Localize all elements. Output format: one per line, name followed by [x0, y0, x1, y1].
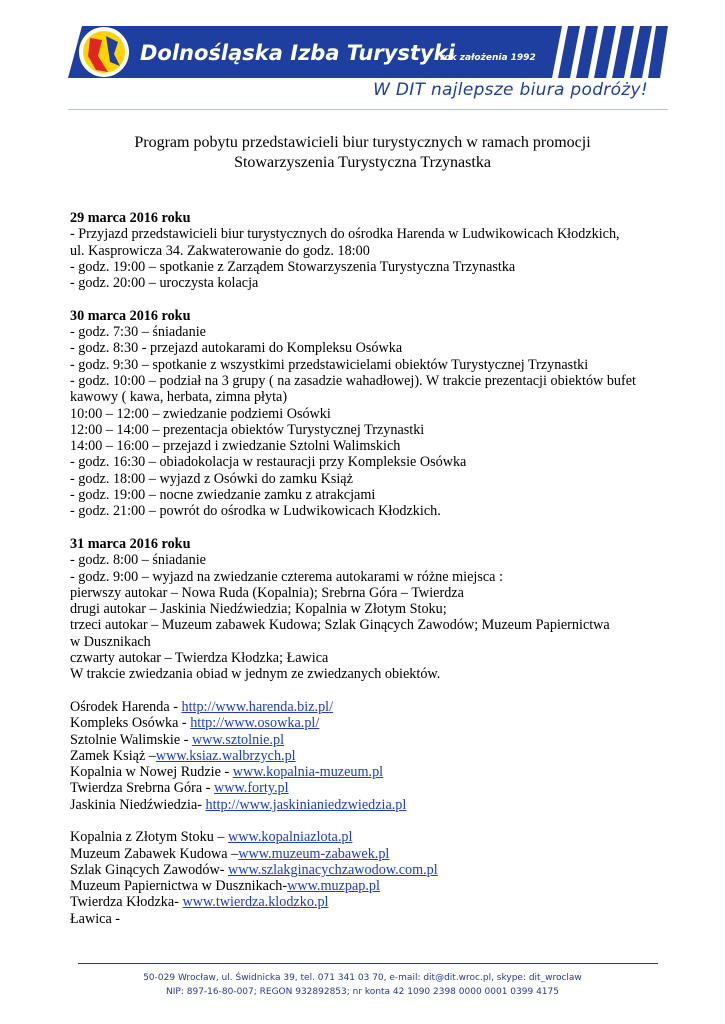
header-divider — [68, 109, 668, 110]
link-label: Kopalnia w Nowej Rudzie - — [70, 764, 233, 781]
page-title-line-1: Program pobytu przedstawicieli biur turystycznych w ramach promocji — [134, 134, 591, 151]
links-list — [70, 699, 670, 813]
spacer — [70, 520, 670, 536]
schedule-line: - godz. 19:00 – nocne zwiedzanie zamku z atrakcjami — [70, 487, 376, 504]
schedule-line: - godz. 18:00 – wyjazd z Osówki do zamku Książ — [70, 470, 353, 487]
link-label: Muzeum Papiernictwa w Dusznikach- — [70, 878, 288, 895]
schedule-line: 12:00 – 14:00 – prezentacja obiektów Turystycznej Trzynastki — [70, 421, 425, 438]
link-label: Sztolnie Walimskie - — [70, 731, 192, 748]
schedule-line: 14:00 – 16:00 – przejazd i zwiedzanie Sztolni Walimskich — [70, 438, 401, 455]
link-label: Twierdza Kłodzka- — [70, 894, 183, 911]
schedule-line: 10:00 – 12:00 – zwiedzanie podziemi Osówki — [70, 405, 331, 422]
banner-stripe — [558, 26, 580, 78]
footer-address: 50-029 Wrocław, ul. Świdnicka 39, tel. 071 341 03 70, e-mail: dit@dit.wroc.pl, skype: dit_wroclaw — [143, 973, 582, 983]
link-row — [70, 797, 670, 813]
website-link[interactable]: www.ksiaz.walbrzych.pl — [155, 747, 296, 764]
link-label: Twierdza Srebrna Góra - — [70, 780, 214, 797]
schedule-line: - godz. 20:00 – uroczysta kolacja — [70, 275, 259, 292]
schedule-line: ul. Kasprowicza 34. Zakwaterowanie do godz. 18:00 — [70, 242, 370, 259]
schedule-line: drugi autokar – Jaskinia Niedźwiedzia; Kopalnia w Złotym Stoku; — [70, 601, 447, 618]
schedule-line: w Dusznikach — [70, 633, 151, 650]
banner-stripe — [630, 26, 652, 78]
link-row — [70, 715, 670, 731]
day-schedule — [70, 226, 670, 291]
link-label: Ośrodek Harenda - — [70, 698, 182, 715]
link-row — [70, 764, 670, 780]
link-label: Ławica - — [70, 910, 121, 927]
spacer — [70, 291, 670, 307]
day-schedule — [70, 552, 670, 682]
founded-note: rok założenia 1992 — [440, 53, 536, 63]
website-link[interactable]: www.sztolnie.pl — [191, 731, 285, 748]
link-row — [70, 878, 670, 894]
spacer — [70, 813, 670, 829]
page-title-line-2: Stowarzyszenia Turystyczna Trzynastka — [234, 154, 491, 171]
banner-stripe — [612, 26, 634, 78]
schedule-line: - godz. 19:00 – spotkanie z Zarządem Stowarzyszenia Turystyczna Trzynastka — [70, 258, 516, 275]
schedule-line: - godz. 9:00 – wyjazd na zwiedzanie czterema autokarami w różne miejsca : — [70, 568, 503, 585]
schedule-line: W trakcie zwiedzania obiad w jednym ze zwiedzanych obiektów. — [70, 666, 441, 683]
schedule-line: - Przyjazd przedstawicieli biur turystycznych do ośrodka Harenda w Ludwikowicach Kłodzkich, — [70, 226, 620, 243]
website-link[interactable]: www.muzpap.pl — [287, 878, 380, 895]
link-label: Kopalnia z Złotym Stoku – — [70, 829, 229, 846]
link-row — [70, 732, 670, 748]
website-link[interactable]: http://www.jaskinianiedzwiedzia.pl — [205, 796, 407, 813]
link-label: Zamek Książ – — [70, 747, 156, 764]
schedule-line: czwarty autokar – Twierdza Kłodzka; Ławica — [70, 650, 329, 667]
banner-stripe — [648, 26, 668, 78]
link-label: Szlak Ginących Zawodów- — [70, 861, 228, 878]
org-name: Dolnośląska Izba Turystyki — [140, 41, 455, 65]
footer-registration: NIP: 897-16-80-007; REGON 932892853; nr konta 42 1090 2398 0000 0001 0399 4175 — [166, 987, 559, 997]
schedule-line: trzeci autokar – Muzeum zabawek Kudowa; Szlak Ginących Zawodów; Muzeum Papiernictwa — [70, 617, 610, 634]
link-row — [70, 748, 670, 764]
schedule-line: kawowy ( kawa, herbata, zimna płyta) — [70, 389, 288, 406]
link-label: Jaskinia Niedźwiedzia- — [70, 796, 206, 813]
link-row — [70, 846, 670, 862]
schedule-line: - godz. 9:30 – spotkanie z wszystkimi przedstawicielami obiektów Turystycznej Trzynastki — [70, 356, 589, 373]
day-heading: 31 marca 2016 roku — [70, 535, 191, 552]
link-row — [70, 894, 670, 910]
day-heading: 30 marca 2016 roku — [70, 307, 191, 324]
website-link[interactable]: www.twierdza.klodzko.pl — [182, 894, 329, 911]
schedule-line: - godz. 8:30 - przejazd autokarami do Kompleksu Osówka — [70, 340, 403, 357]
website-link[interactable]: www.muzeum-zabawek.pl — [238, 845, 390, 862]
website-link[interactable]: www.kopalniazlota.pl — [228, 829, 353, 846]
website-link[interactable]: http://www.harenda.biz.pl/ — [181, 698, 334, 715]
schedule-line: pierwszy autokar – Nowa Ruda (Kopalnia); Srebrna Góra – Twierdza — [70, 584, 464, 601]
link-row — [70, 911, 670, 927]
schedule-line: - godz. 16:30 – obiadokolacja w restauracji przy Kompleksie Osówka — [70, 454, 467, 471]
link-label: Muzeum Zabawek Kudowa – — [70, 845, 239, 862]
schedule-line: - godz. 21:00 – powrót do ośrodka w Ludwikowicach Kłodzkich. — [70, 503, 441, 520]
tagline: W DIT najlepsze biura podróży! — [373, 80, 648, 100]
website-link[interactable]: www.szlakginacychzawodow.com.pl — [227, 861, 438, 878]
letterhead — [68, 26, 668, 110]
link-row — [70, 699, 670, 715]
banner-stripe — [576, 26, 598, 78]
website-link[interactable]: www.kopalnia-muzeum.pl — [232, 764, 384, 781]
footer-divider — [78, 963, 658, 964]
day-schedule — [70, 324, 670, 520]
program-body — [70, 210, 670, 927]
schedule-line: - godz. 10:00 – podział na 3 grupy ( na zasadzie wahadłowej). W trakcie prezentacji obiektów bufet — [70, 372, 636, 389]
website-link[interactable]: http://www.osowka.pl/ — [190, 715, 320, 732]
banner-stripe — [594, 26, 616, 78]
schedule-line: - godz. 8:00 – śniadanie — [70, 552, 206, 569]
spacer — [70, 683, 670, 699]
website-link[interactable]: www.forty.pl — [213, 780, 289, 797]
link-row — [70, 862, 670, 878]
link-row — [70, 829, 670, 845]
schedule-line: - godz. 7:30 – śniadanie — [70, 324, 206, 341]
dit-logo-icon — [79, 27, 129, 77]
link-label: Kompleks Osówka - — [70, 715, 191, 732]
links-list — [70, 829, 670, 927]
letterhead-banner — [68, 26, 668, 78]
link-row — [70, 780, 670, 796]
day-heading: 29 marca 2016 roku — [70, 210, 191, 226]
